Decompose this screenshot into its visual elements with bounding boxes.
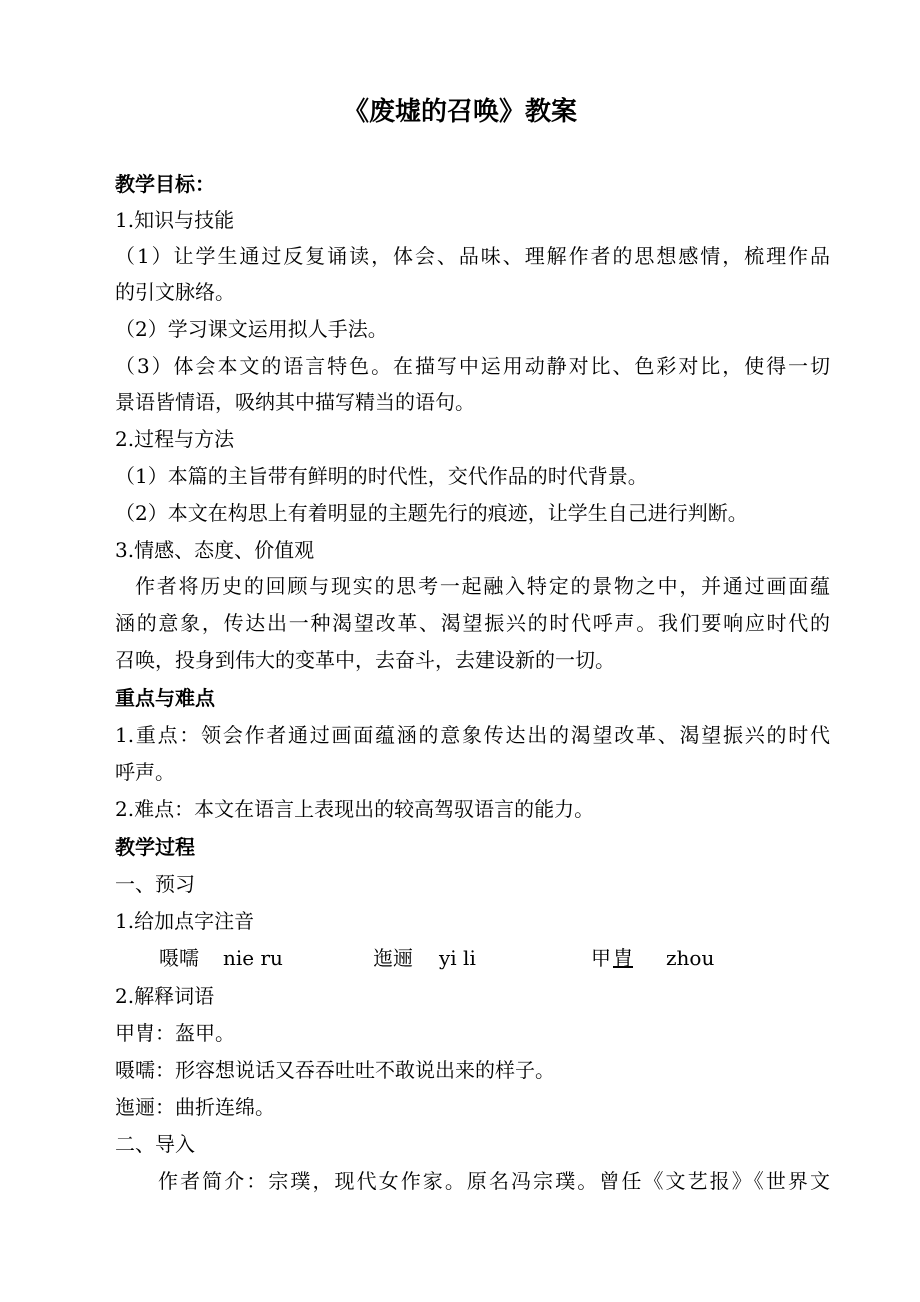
goals-s3-para-line3: 召唤，投身到伟大的变革中，去奋斗，去建设新的一切。: [115, 648, 615, 672]
goals-s1-item2: （2）学习课文运用拟人手法。: [115, 317, 388, 341]
goals-s1-item3-line1: （3）体会本文的语言特色。在描写中运用动静对比、色彩对比，使得一切: [115, 354, 830, 378]
process-heading: 教学过程: [115, 835, 195, 859]
vocab-item-2: 嗫嚅：形容想说话又吞吞吐吐不敢说出来的样子。: [115, 1058, 555, 1082]
phonetic-word-1: 嗫嚅: [159, 946, 199, 970]
phonetic-pinyin-1: nie ru: [223, 946, 283, 970]
phonetic-heading: 1.给加点字注音: [115, 909, 255, 933]
goals-section2-heading: 2.过程与方法: [115, 427, 235, 451]
goals-s3-para-line1: 作者将历史的回顾与现实的思考一起融入特定的景物之中，并通过画面蕴: [135, 574, 830, 598]
goals-s2-item2: （2）本文在构思上有着明显的主题先行的痕迹，让学生自己进行判断。: [115, 501, 748, 525]
preview-heading: 一、预习: [115, 872, 195, 896]
phonetic-row: [115, 940, 830, 976]
keypoint1-line1: 1.重点：领会作者通过画面蕴涵的意象传达出的渴望改革、渴望振兴的时代: [115, 723, 830, 747]
goals-heading: 教学目标：: [115, 172, 215, 196]
keypoint2: 2.难点：本文在语言上表现出的较高驾驭语言的能力。: [115, 797, 595, 821]
phonetic-pinyin-2: yi li: [439, 946, 476, 970]
goals-s1-item3-line2: 景语皆情语，吸纳其中描写精当的语句。: [115, 390, 475, 414]
goals-s1-item1-line1: （1）让学生通过反复诵读，体会、品味、理解作者的思想感情，梳理作品: [115, 244, 830, 268]
keypoints-heading: 重点与难点: [115, 686, 215, 710]
keypoint1-line2: 呼声。: [115, 760, 175, 784]
goals-s2-item1: （1）本篇的主旨带有鲜明的时代性，交代作品的时代背景。: [115, 464, 648, 488]
phonetic-word-2: 迤逦: [373, 946, 413, 970]
goals-section3-heading: 3.情感、态度、价值观: [115, 538, 315, 562]
phonetic-pinyin-3: zhou: [666, 946, 715, 970]
intro-paragraph: 作者简介：宗璞，现代女作家。原名冯宗璞。曾任《文艺报》《世界文: [158, 1169, 830, 1193]
document-title: 《废墟的召唤》教案: [342, 97, 577, 127]
goals-s3-para-line2: 涵的意象，传达出一种渴望改革、渴望振兴的时代呼声。我们要响应时代的: [115, 611, 830, 635]
phonetic-word-3a: 甲: [591, 946, 611, 970]
goals-s1-item1-line2: 的引文脉络。: [115, 280, 235, 304]
vocab-item-1: 甲胄：盔甲。: [115, 1021, 235, 1045]
goals-section1-heading: 1.知识与技能: [115, 208, 235, 232]
intro-heading: 二、导入: [115, 1132, 195, 1156]
vocab-heading: 2.解释词语: [115, 984, 215, 1008]
phonetic-word-3b: 胄: [613, 946, 633, 970]
vocab-item-3: 迤逦：曲折连绵。: [115, 1095, 275, 1119]
